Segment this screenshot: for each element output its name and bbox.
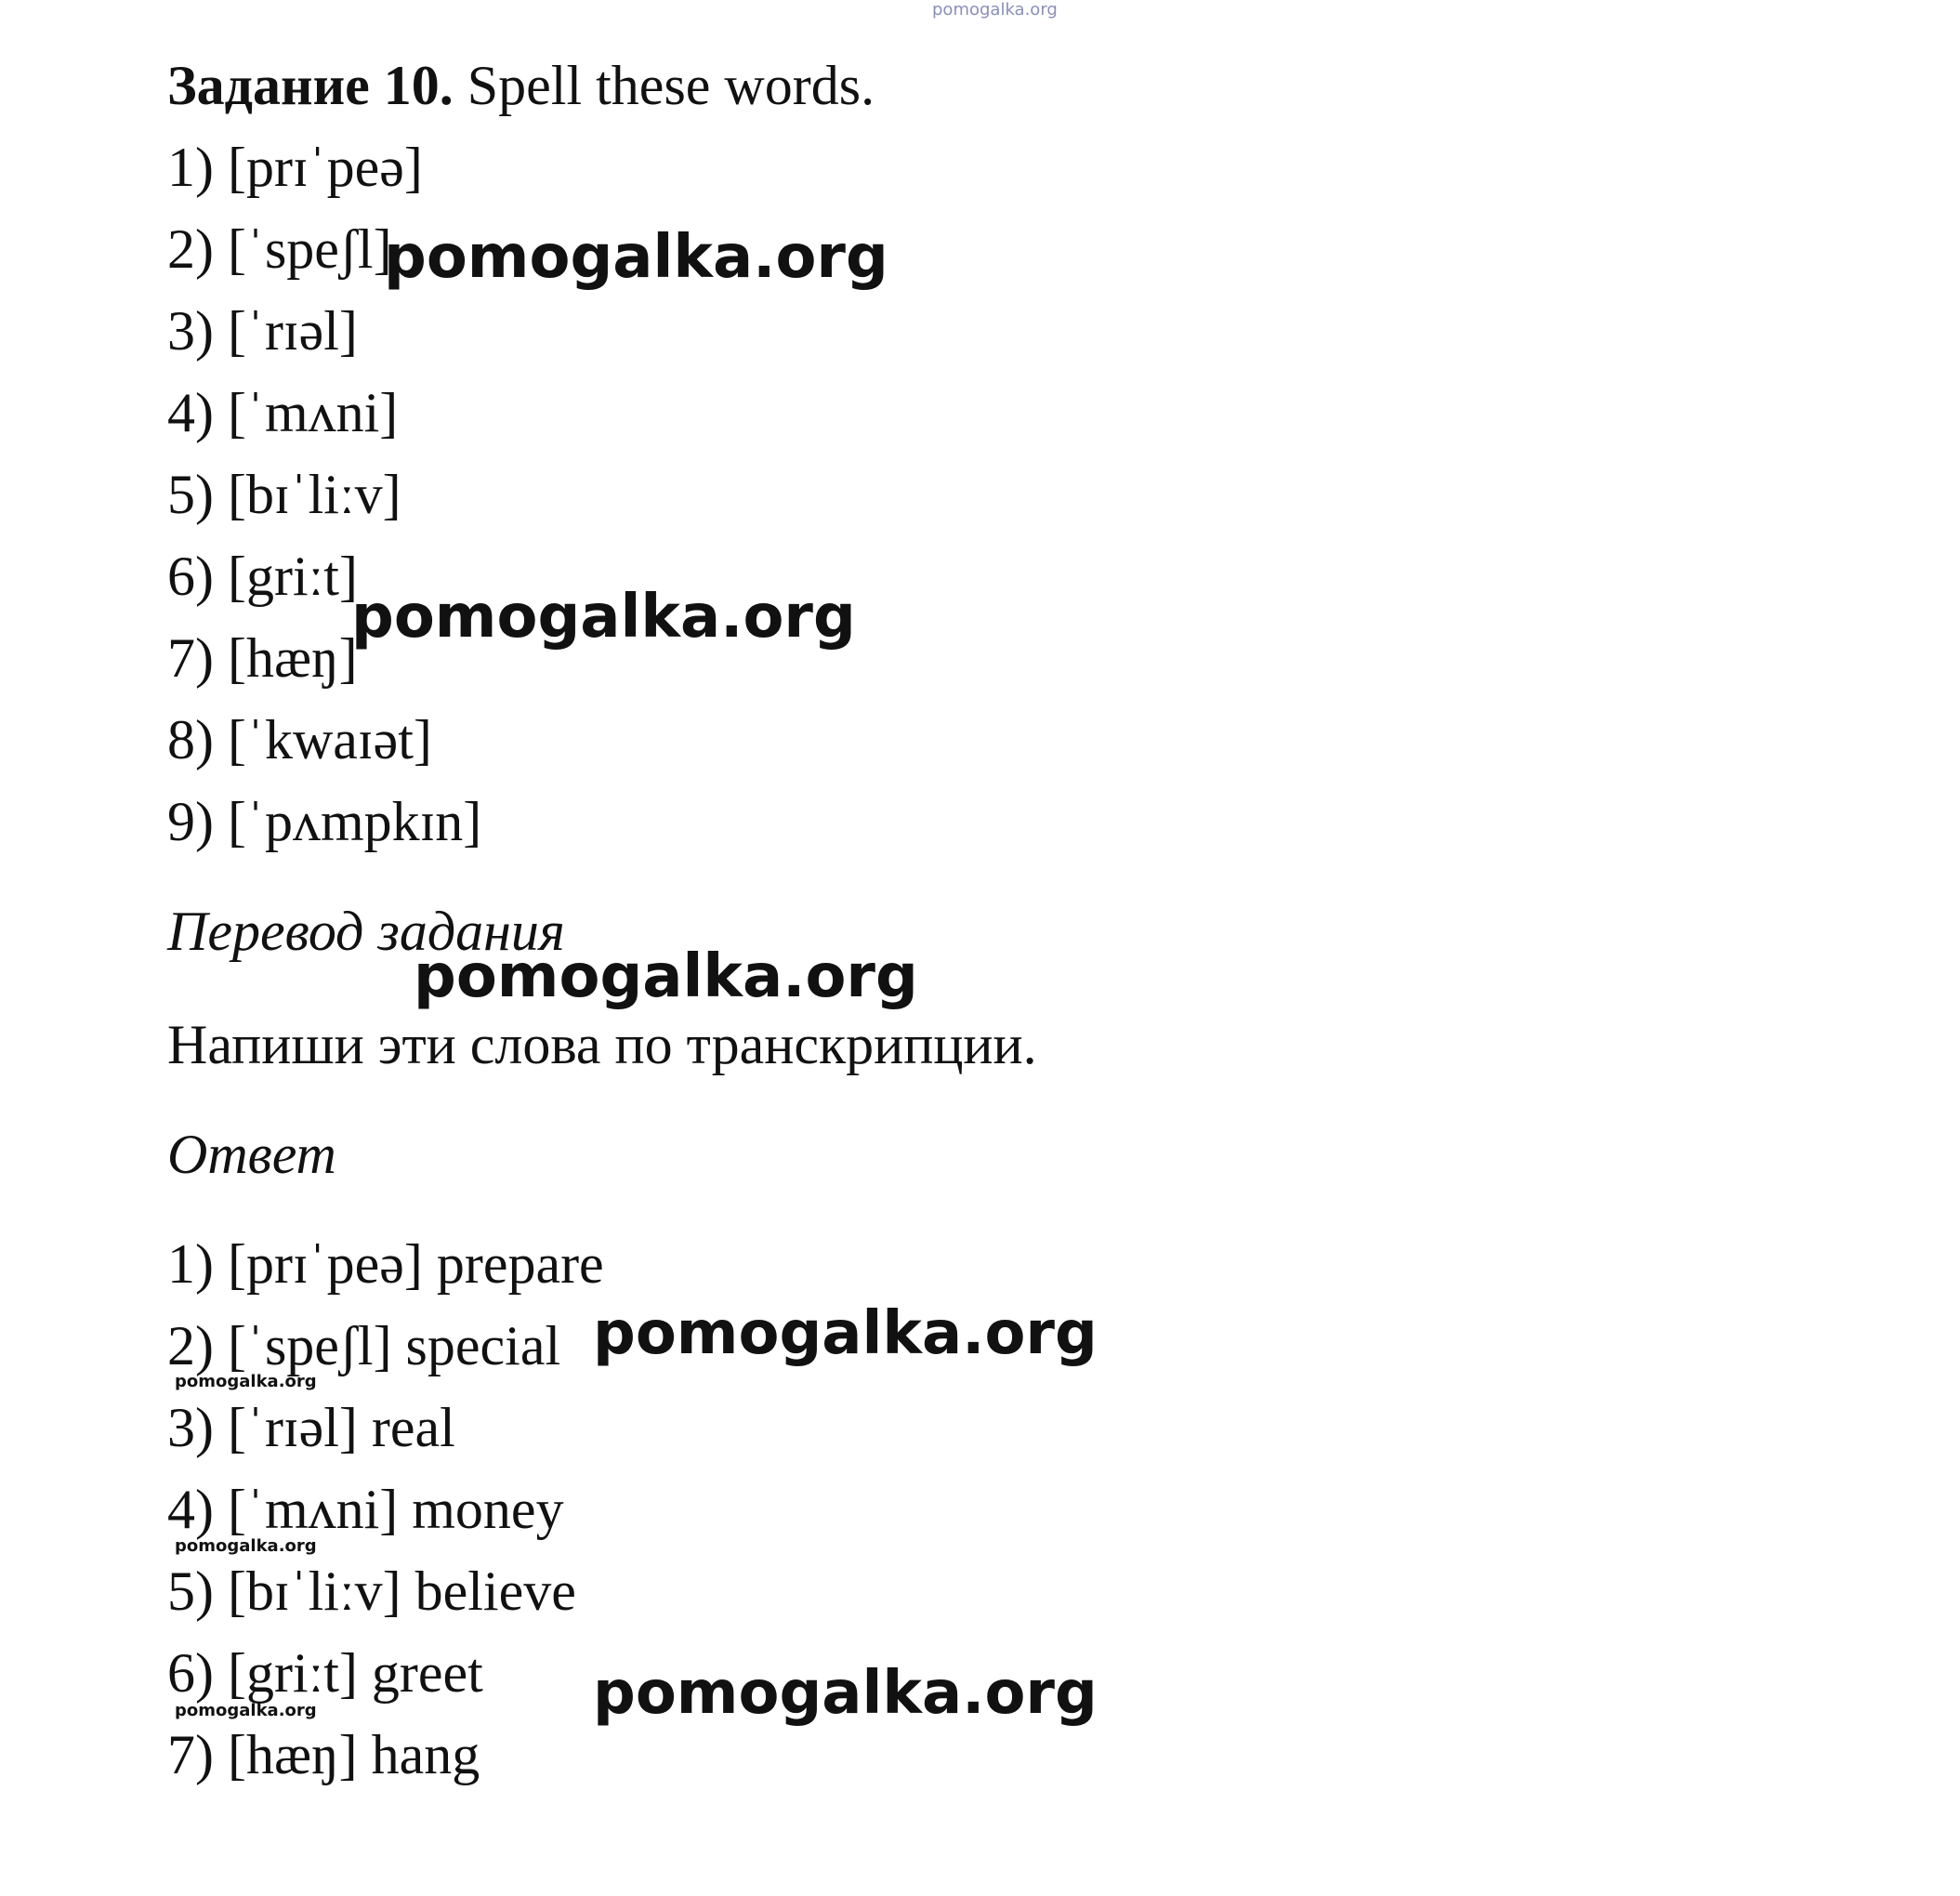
exercise-item: 1) [prɪˈpeə] [167, 137, 423, 198]
translation-text: Напиши эти слова по транскрипции. [167, 1014, 1037, 1075]
task-instruction: Spell these words. [467, 55, 875, 116]
translation-heading: Перевод задания [167, 901, 565, 962]
exercise-item: 5) [bɪˈliːv] [167, 464, 401, 525]
exercise-item: 4) [ˈmʌni] [167, 382, 399, 443]
watermark: pomogalka.org [414, 942, 918, 1011]
answer-item: 4) [ˈmʌni] money [167, 1479, 564, 1540]
site-watermark-top: pomogalka.org [932, 0, 1058, 20]
exercise-item: 8) [ˈkwaɪət] [167, 709, 432, 770]
watermark-small: pomogalka.org [175, 1372, 317, 1391]
task-label: Задание 10. [167, 55, 454, 116]
watermark: pomogalka.org [384, 223, 888, 292]
exercise-item: 9) [ˈpʌmpkɪn] [167, 791, 482, 852]
answer-heading: Ответ [167, 1124, 336, 1185]
answer-item: 3) [ˈrɪəl] real [167, 1397, 455, 1458]
watermark: pomogalka.org [593, 1659, 1098, 1728]
answer-item: 6) [griːt] greet [167, 1642, 483, 1704]
answer-item: 5) [bɪˈliːv] believe [167, 1560, 576, 1622]
watermark: pomogalka.org [351, 583, 856, 652]
exercise-item: 2) [ˈspeʃl] [167, 218, 392, 280]
answer-item: 7) [hæŋ] hang [167, 1724, 480, 1785]
exercise-item: 6) [griːt] [167, 546, 358, 607]
watermark-small: pomogalka.org [175, 1536, 317, 1556]
exercise-item: 7) [hæŋ] [167, 627, 358, 689]
watermark: pomogalka.org [593, 1299, 1098, 1368]
answer-item: 2) [ˈspeʃl] special [167, 1315, 561, 1376]
answer-item: 1) [prɪˈpeə] prepare [167, 1233, 604, 1295]
watermark-small: pomogalka.org [175, 1701, 317, 1720]
exercise-item: 3) [ˈrɪəl] [167, 300, 358, 362]
task-title [167, 54, 875, 118]
